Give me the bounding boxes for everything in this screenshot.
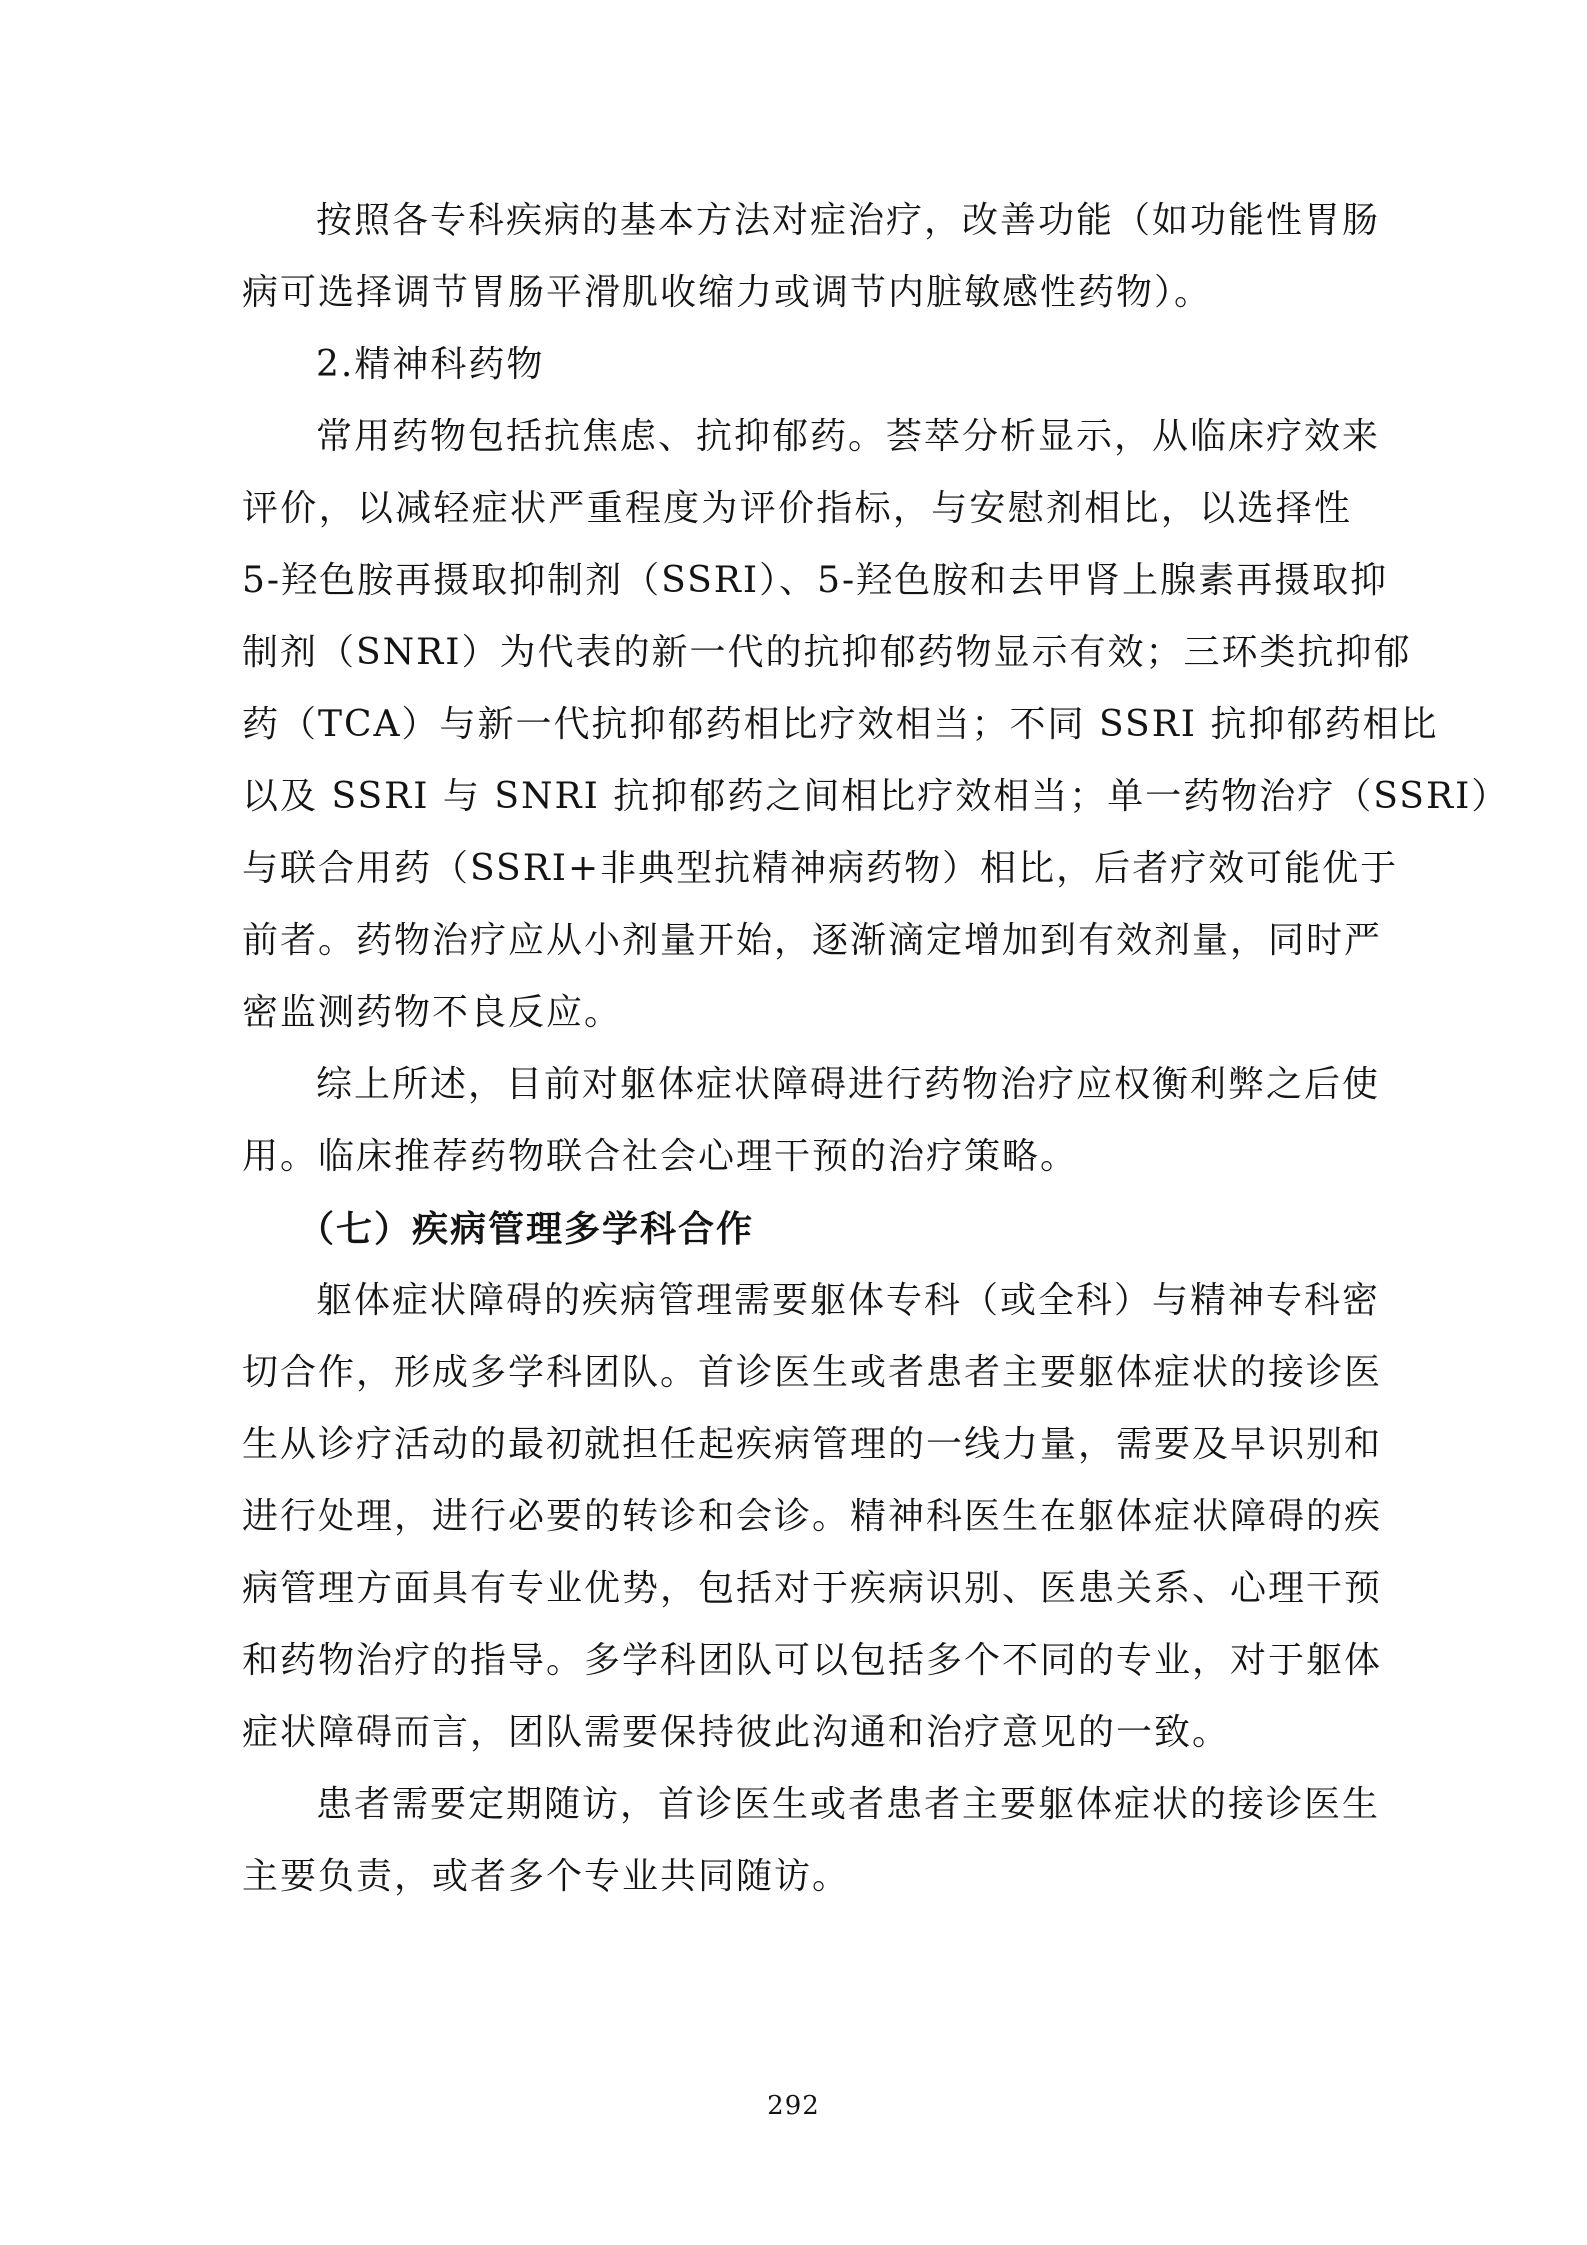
paragraph-line: 综上所述，目前对躯体症状障碍进行药物治疗应权衡利弊之后使 [316,1064,1381,1105]
paragraph-line: 进行处理，进行必要的转诊和会诊。精神科医生在躯体症状障碍的疾 [242,1496,1383,1537]
paragraph-line: 密监测药物不良反应。 [242,992,623,1033]
section-heading: 2.精神科药物 [316,344,545,385]
paragraph-line: 5-羟色胺再摄取抑制剂（SSRI）、5-羟色胺和去甲肾上腺素再摄取抑 [242,560,1389,601]
paragraph-line: 躯体症状障碍的疾病管理需要躯体专科（或全科）与精神专科密 [316,1280,1381,1321]
paragraph-line: 评价，以减轻症状严重程度为评价指标，与安慰剂相比，以选择性 [242,488,1352,529]
paragraph-line: 与联合用药（SSRI+非典型抗精神病药物）相比，后者疗效可能优于 [242,848,1399,889]
paragraph-line: 制剂（SNRI）为代表的新一代的抗抑郁药物显示有效；三环类抗抑郁 [242,632,1412,673]
subsection-heading: （七）疾病管理多学科合作 [298,1208,755,1250]
paragraph-line: 和药物治疗的指导。多学科团队可以包括多个不同的专业，对于躯体 [242,1640,1383,1681]
paragraph-line: 切合作，形成多学科团队。首诊医生或者患者主要躯体症状的接诊医 [242,1352,1383,1393]
paragraph-line: 药（TCA）与新一代抗抑郁药相比疗效相当；不同 SSRI 抗抑郁药相比 [242,704,1439,745]
paragraph-line: 生从诊疗活动的最初就担任起疾病管理的一线力量，需要及早识别和 [242,1424,1383,1465]
page-number: 292 [767,2091,820,2121]
paragraph-line: 以及 SSRI 与 SNRI 抗抑郁药之间相比疗效相当；单一药物治疗（SSRI） [242,776,1510,817]
paragraph-line: 症状障碍而言，团队需要保持彼此沟通和治疗意见的一致。 [242,1712,1231,1753]
paragraph-line: 用。临床推荐药物联合社会心理干预的治疗策略。 [242,1136,1079,1177]
paragraph-line: 按照各专科疾病的基本方法对症治疗，改善功能（如功能性胃肠 [316,200,1381,241]
paragraph-line: 病管理方面具有专业优势，包括对于疾病识别、医患关系、心理干预 [242,1568,1383,1609]
paragraph-line: 主要负责，或者多个专业共同随访。 [242,1856,851,1897]
paragraph-line: 前者。药物治疗应从小剂量开始，逐渐滴定增加到有效剂量，同时严 [242,920,1383,961]
paragraph-line: 常用药物包括抗焦虑、抗抑郁药。荟萃分析显示，从临床疗效来 [316,416,1381,457]
paragraph-line: 患者需要定期随访，首诊医生或者患者主要躯体症状的接诊医生 [316,1784,1381,1825]
paragraph-line: 病可选择调节胃肠平滑肌收缩力或调节内脏敏感性药物）。 [242,272,1213,313]
